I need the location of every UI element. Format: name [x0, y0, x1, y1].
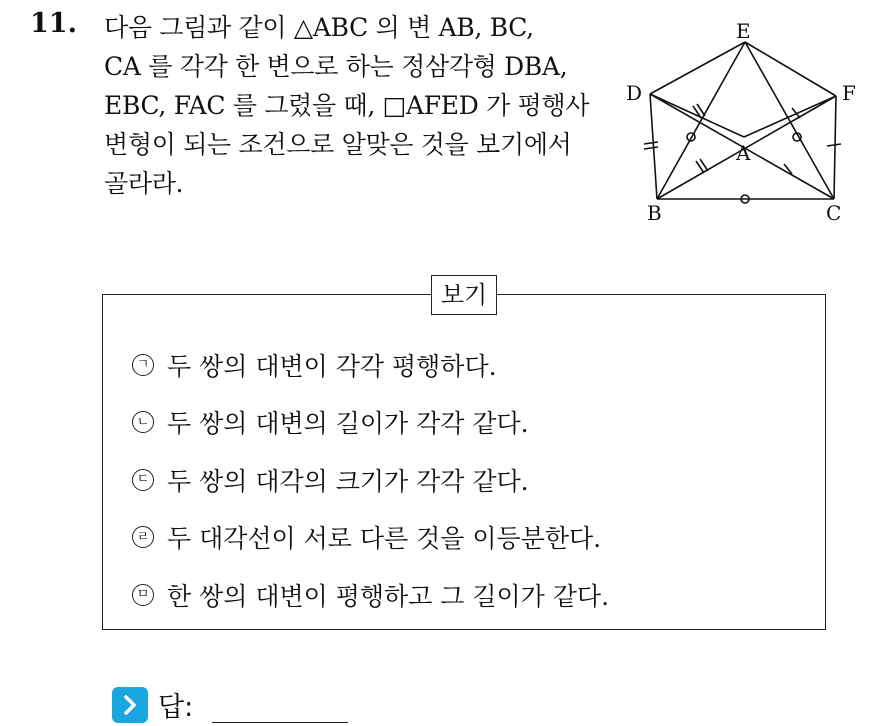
- choice-item: [132, 509, 609, 567]
- question-number: 11.: [30, 8, 77, 39]
- choice-text: 두 대각선이 서로 다른 것을 이등분한다.: [167, 524, 602, 554]
- question-line: CA 를 각각 한 변으로 하는 정삼각형 DBA,: [104, 52, 568, 81]
- edge-EF: [745, 42, 836, 96]
- choice-item: [132, 566, 609, 624]
- choice-marker: ㄱ: [132, 354, 154, 376]
- tick-mark: [827, 144, 841, 146]
- label-F: F: [842, 81, 856, 105]
- choice-marker: ㄴ: [132, 411, 154, 433]
- label-C: C: [826, 201, 842, 225]
- label-B: B: [647, 201, 662, 225]
- geometry-figure: [620, 14, 860, 224]
- tick-mark: [644, 147, 658, 149]
- choice-text: 한 쌍의 대변이 평행하고 그 길이가 같다.: [167, 581, 610, 611]
- chevron-right-icon: [112, 687, 148, 723]
- question-text: [104, 10, 604, 205]
- question-line: 골라라.: [104, 169, 184, 198]
- choice-marker: ㄹ: [132, 526, 154, 548]
- choice-marker: ㄷ: [132, 469, 154, 491]
- choice-text: 두 쌍의 대변의 길이가 각각 같다.: [167, 409, 529, 439]
- label-D: D: [626, 81, 643, 105]
- choice-item: [132, 451, 609, 509]
- choice-text: 두 쌍의 대각의 크기가 각각 같다.: [167, 466, 529, 496]
- answer-input-line[interactable]: [212, 722, 348, 723]
- label-E: E: [736, 19, 751, 43]
- choice-item: [132, 336, 609, 394]
- choice-item: [132, 394, 609, 452]
- choice-marker: ㅁ: [132, 584, 154, 606]
- answer-label: 답:: [158, 692, 194, 723]
- answer-row: [112, 685, 193, 724]
- label-A: A: [736, 141, 751, 165]
- question-line: EBC, FAC 를 그렸을 때, □AFED 가 평행사: [104, 91, 590, 120]
- choice-text: 두 쌍의 대변이 각각 평행하다.: [167, 351, 497, 381]
- bogi-title: 보기: [431, 275, 497, 315]
- edge-FA: [744, 96, 836, 137]
- question-line: 변형이 되는 조건으로 알맞은 것을 보기에서: [104, 130, 572, 159]
- edge-FC: [834, 96, 836, 199]
- choice-list: [132, 336, 609, 624]
- edge-EC: [745, 42, 834, 199]
- tick-mark: [644, 142, 658, 144]
- question-line: 다음 그림과 같이 △ABC 의 변 AB, BC,: [104, 13, 534, 42]
- triangle-diagram: [620, 14, 860, 224]
- edge-DA: [650, 94, 744, 137]
